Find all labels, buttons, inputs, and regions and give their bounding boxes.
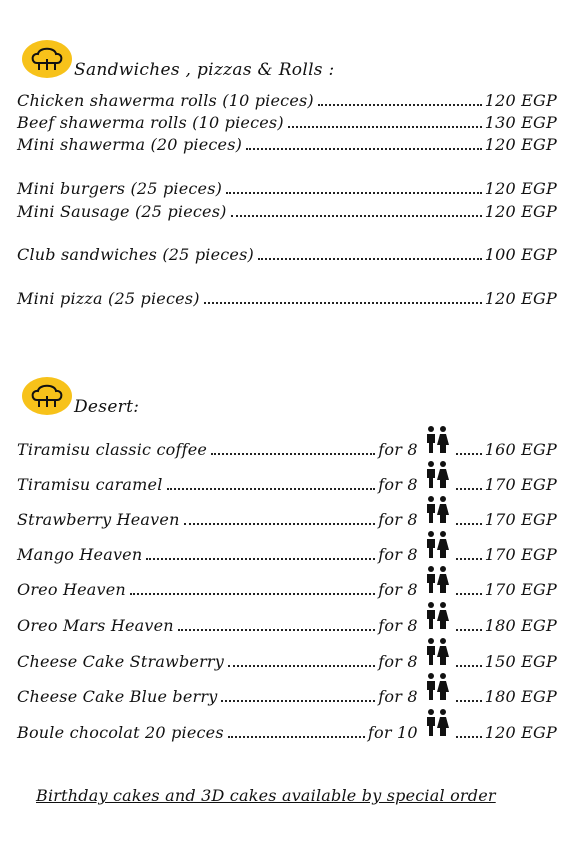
dot-leader: [226, 188, 482, 194]
item-price: 120 EGP: [484, 289, 557, 308]
menu-item: [17, 176, 557, 198]
couple-icon: [422, 495, 452, 525]
menu-item: [17, 649, 557, 671]
dot-leader: [178, 625, 375, 631]
serves-label: for 8: [378, 475, 418, 494]
item-price: 170 EGP: [484, 510, 557, 529]
dot-leader: [456, 484, 482, 490]
menu-item: [17, 437, 557, 459]
dot-leader: [258, 254, 482, 260]
dot-leader: [246, 144, 482, 150]
dot-leader: [231, 211, 482, 217]
item-price: 170 EGP: [484, 545, 557, 564]
item-price: 180 EGP: [484, 687, 557, 706]
item-price: 170 EGP: [484, 475, 557, 494]
item-price: 180 EGP: [484, 616, 557, 635]
couple-icon: [422, 601, 452, 631]
menu-item: [17, 132, 557, 154]
dot-leader: [456, 696, 482, 702]
menu-item: [17, 720, 557, 742]
item-name: Cheese Cake Blue berry: [17, 687, 218, 706]
footer-note: Birthday cakes and 3D cakes available by special order: [36, 786, 496, 805]
item-name: Oreo Heaven: [17, 580, 126, 599]
item-name: Mini pizza (25 pieces): [17, 289, 200, 308]
couple-icon: [422, 530, 452, 560]
dot-leader: [318, 100, 482, 106]
dot-leader: [456, 519, 482, 525]
dot-leader: [228, 732, 365, 738]
item-price: 120 EGP: [484, 723, 557, 742]
item-price: 120 EGP: [484, 202, 557, 221]
menu-item: [17, 286, 557, 308]
dot-leader: [456, 732, 482, 738]
item-name: Chicken shawerma rolls (10 pieces): [17, 91, 314, 110]
dot-leader: [288, 122, 482, 128]
item-name: Tiramisu caramel: [17, 475, 163, 494]
dot-leader: [221, 696, 375, 702]
item-price: 120 EGP: [484, 135, 557, 154]
menu-item: [17, 472, 557, 494]
dot-leader: [228, 661, 375, 667]
chef-hat-icon: [22, 377, 72, 415]
serves-label: for 8: [378, 510, 418, 529]
dot-leader: [456, 449, 482, 455]
item-name: Strawberry Heaven: [17, 510, 180, 529]
item-name: Mini burgers (25 pieces): [17, 179, 223, 198]
item-name: Beef shawerma rolls (10 pieces): [17, 113, 284, 132]
item-price: 170 EGP: [484, 580, 557, 599]
item-name: Tiramisu classic coffee: [17, 440, 208, 459]
item-price: 120 EGP: [484, 91, 557, 110]
item-name: Mini Sausage (25 pieces): [17, 202, 227, 221]
couple-icon: [422, 708, 452, 738]
menu-item: [17, 577, 557, 599]
item-price: 160 EGP: [484, 440, 557, 459]
menu-item: [17, 542, 557, 564]
menu-item: [17, 88, 557, 110]
item-name: Mini shawerma (20 pieces): [17, 135, 243, 154]
serves-label: for 8: [378, 652, 418, 671]
dot-leader: [456, 589, 482, 595]
menu-item: [17, 110, 557, 132]
item-price: 150 EGP: [484, 652, 557, 671]
serves-label: for 8: [378, 545, 418, 564]
section-title: Sandwiches , pizzas & Rolls :: [74, 60, 335, 80]
dot-leader: [130, 589, 375, 595]
item-price: 100 EGP: [484, 245, 557, 264]
menu-item: [17, 684, 557, 706]
couple-icon: [422, 565, 452, 595]
serves-label: for 8: [378, 440, 418, 459]
menu-item: [17, 507, 557, 529]
menu-item: [17, 613, 557, 635]
dot-leader: [184, 519, 376, 525]
serves-label: for 8: [378, 687, 418, 706]
item-name: Oreo Mars Heaven: [17, 616, 174, 635]
dot-leader: [456, 625, 482, 631]
item-price: 130 EGP: [484, 113, 557, 132]
serves-label: for 8: [378, 616, 418, 635]
dot-leader: [204, 298, 482, 304]
item-price: 120 EGP: [484, 179, 557, 198]
dot-leader: [211, 449, 375, 455]
dot-leader: [167, 484, 376, 490]
couple-icon: [422, 425, 452, 455]
couple-icon: [422, 637, 452, 667]
dot-leader: [456, 554, 482, 560]
item-name: Boule chocolat 20 pieces: [17, 723, 224, 742]
serves-label: for 8: [378, 580, 418, 599]
item-name: Mango Heaven: [17, 545, 143, 564]
chef-hat-icon: [22, 40, 72, 78]
menu-item: [17, 242, 557, 264]
dot-leader: [456, 661, 482, 667]
item-name: Cheese Cake Strawberry: [17, 652, 225, 671]
item-name: Club sandwiches (25 pieces): [17, 245, 254, 264]
couple-icon: [422, 672, 452, 702]
couple-icon: [422, 460, 452, 490]
menu-item: [17, 199, 557, 221]
dot-leader: [146, 554, 375, 560]
section-title: Desert:: [74, 397, 140, 417]
serves-label: for 10: [367, 723, 418, 742]
